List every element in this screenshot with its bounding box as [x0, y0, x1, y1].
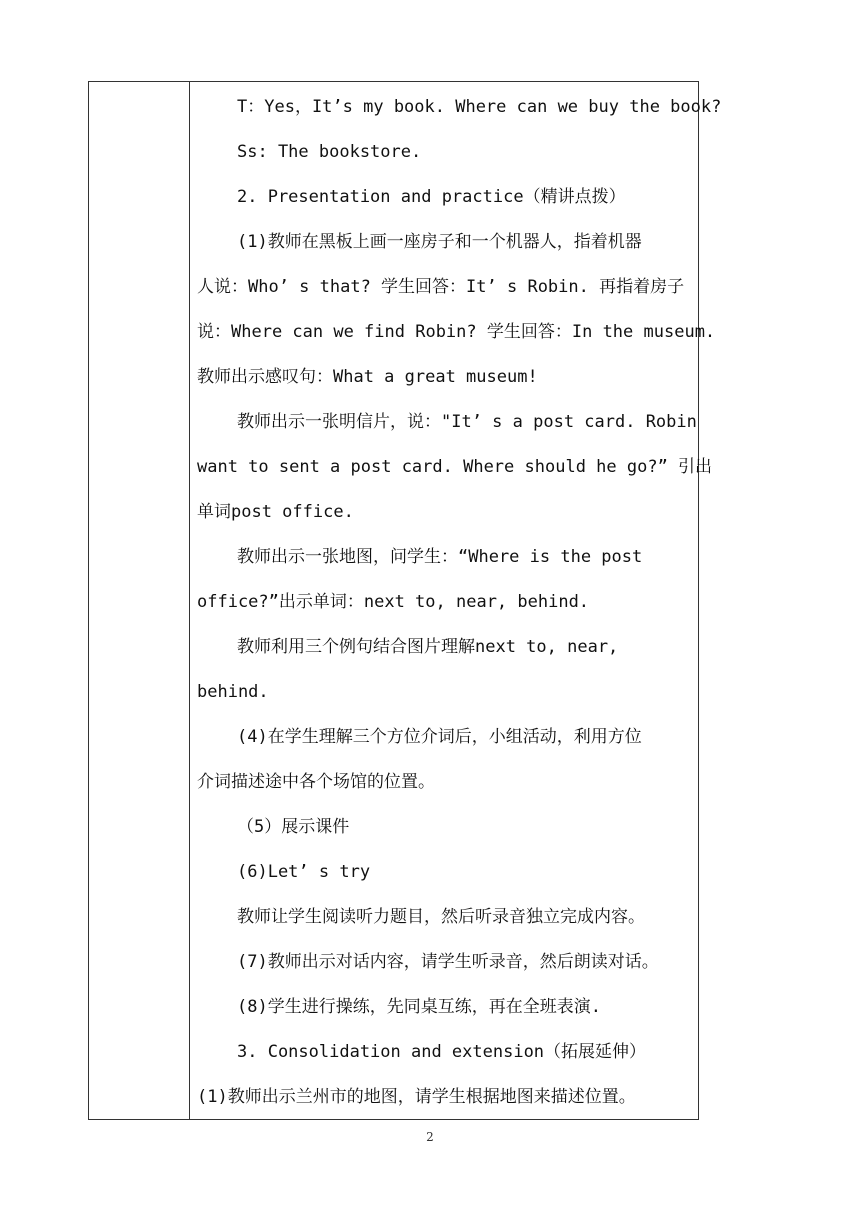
- text-line: （5）展示课件: [237, 817, 350, 837]
- text-line: Ss: The bookstore.: [237, 142, 422, 162]
- text-line: (8)学生进行操练，先同桌互练，再在全班表演.: [237, 997, 601, 1017]
- text-line: office?”出示单词：next to, near, behind.: [197, 592, 590, 612]
- text-line: 教师让学生阅读听力题目，然后听录音独立完成内容。: [237, 907, 645, 927]
- text-line: 人说：Who’ s that? 学生回答：It’ s Robin. 再指着房子: [197, 277, 685, 297]
- text-line: (1)教师出示兰州市的地图，请学生根据地图来描述位置。: [197, 1087, 636, 1107]
- text-line: T：Yes，It’s my book. Where can we buy the book?: [237, 97, 722, 117]
- column-divider: [189, 82, 190, 1119]
- text-line: 教师出示一张明信片，说："It’ s a post card. Robin: [237, 412, 697, 432]
- text-line: 说：Where can we find Robin? 学生回答：In the museum.: [197, 322, 716, 342]
- text-line: (1)教师在黑板上画一座房子和一个机器人，指着机器: [237, 232, 642, 252]
- text-line: 单词post office.: [197, 502, 354, 522]
- text-line: want to sent a post card. Where should he go?” 引出: [197, 457, 713, 477]
- left-column-cell: [89, 82, 189, 1119]
- text-line: 教师出示感叹句：What a great museum!: [197, 367, 538, 387]
- text-line: (6)Let’ s try: [237, 862, 371, 882]
- text-line: 3. Consolidation and extension（拓展延伸）: [237, 1042, 647, 1062]
- text-line: 2. Presentation and practice（精讲点拨）: [237, 187, 626, 207]
- text-line: behind.: [197, 682, 269, 702]
- text-line: (7)教师出示对话内容，请学生听录音，然后朗读对话。: [237, 952, 659, 972]
- text-line: 教师出示一张地图，问学生：“Where is the post: [237, 547, 643, 567]
- text-line: 教师利用三个例句结合图片理解next to, near,: [237, 637, 619, 657]
- lesson-content-cell: [197, 82, 722, 1119]
- text-line: 介词描述途中各个场馆的位置。: [197, 772, 435, 792]
- page-number: 2: [426, 1130, 434, 1144]
- text-line: (4)在学生理解三个方位介词后，小组活动，利用方位: [237, 727, 642, 747]
- lesson-table: [88, 81, 722, 1120]
